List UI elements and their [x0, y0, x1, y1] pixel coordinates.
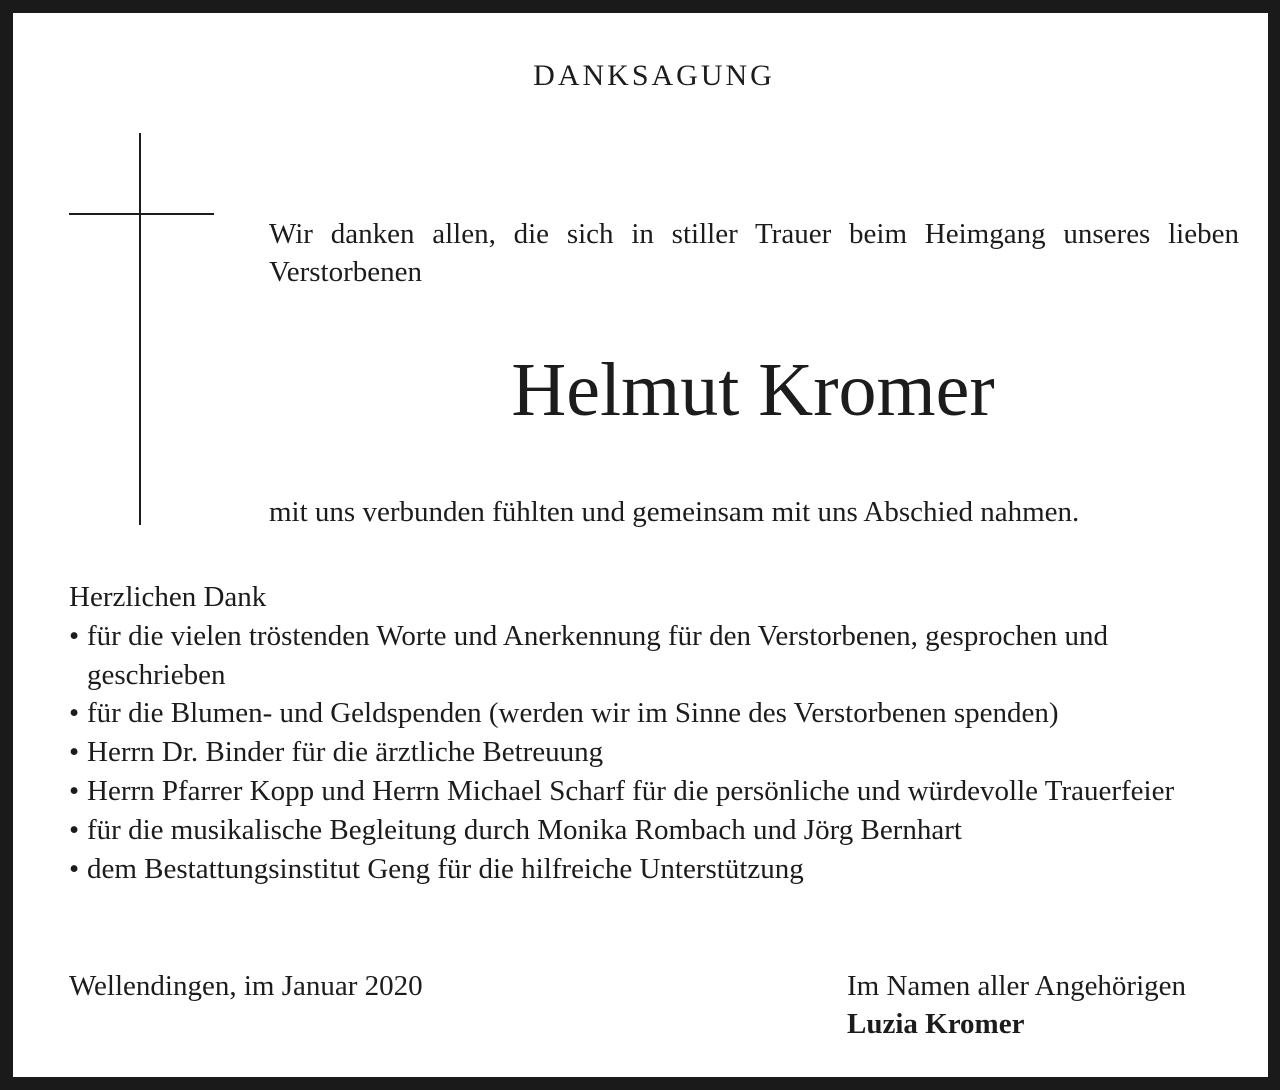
bullet-icon: •: [69, 697, 80, 730]
list-item: [69, 617, 1239, 695]
bullet-icon: •: [69, 619, 80, 652]
signature-block: [847, 967, 1186, 1043]
cross-icon-horizontal: [69, 213, 214, 215]
deceased-name: Helmut Kromer: [511, 348, 995, 432]
list-item-text: für die Blumen- und Geldspenden (werden wir im Sinne des Verstorbenen spenden): [87, 697, 1059, 730]
thanks-title: Herzlichen Dank: [69, 581, 267, 613]
list-item-text: Herrn Dr. Binder für die ärztliche Betreuung: [87, 736, 604, 769]
list-item: [69, 811, 1239, 850]
cross-icon-vertical: [139, 133, 141, 525]
signature-line: Im Namen aller Angehörigen: [847, 970, 1187, 1002]
list-item-text: für die musikalische Begleitung durch Monika Rombach und Jörg Bernhart: [87, 813, 962, 846]
list-item: [69, 694, 1239, 733]
bullet-icon: •: [69, 774, 80, 807]
list-item-text: Herrn Pfarrer Kopp und Herrn Michael Scharf für die persönliche und würdevolle Trauerfeier: [87, 774, 1175, 807]
bullet-icon: •: [69, 736, 80, 769]
list-item: [69, 733, 1239, 772]
signer-name: Luzia Kromer: [847, 1008, 1025, 1040]
list-item-text: dem Bestattungsinstitut Geng für die hilfreiche Unterstützung: [87, 852, 804, 885]
intro-text: Wir danken allen, die sich in stiller Trauer beim Heimgang unseres lieben Verstorbenen: [269, 218, 1239, 288]
bullet-icon: •: [69, 852, 80, 885]
list-item: [69, 850, 1239, 889]
notice-heading: DANKSAGUNG: [533, 59, 775, 92]
list-item: [69, 772, 1239, 811]
thanks-list: [69, 617, 1239, 889]
thanks-section: [69, 578, 1239, 888]
closing-text: mit uns verbunden fühlten und gemeinsam mit uns Abschied nahmen.: [269, 496, 1080, 528]
place-date: Wellendingen, im Januar 2020: [69, 970, 423, 1002]
list-item-text: für die vielen tröstenden Worte und Anerkennung für den Verstorbenen, gesprochen und geschrieben: [87, 619, 1108, 691]
bullet-icon: •: [69, 813, 80, 846]
